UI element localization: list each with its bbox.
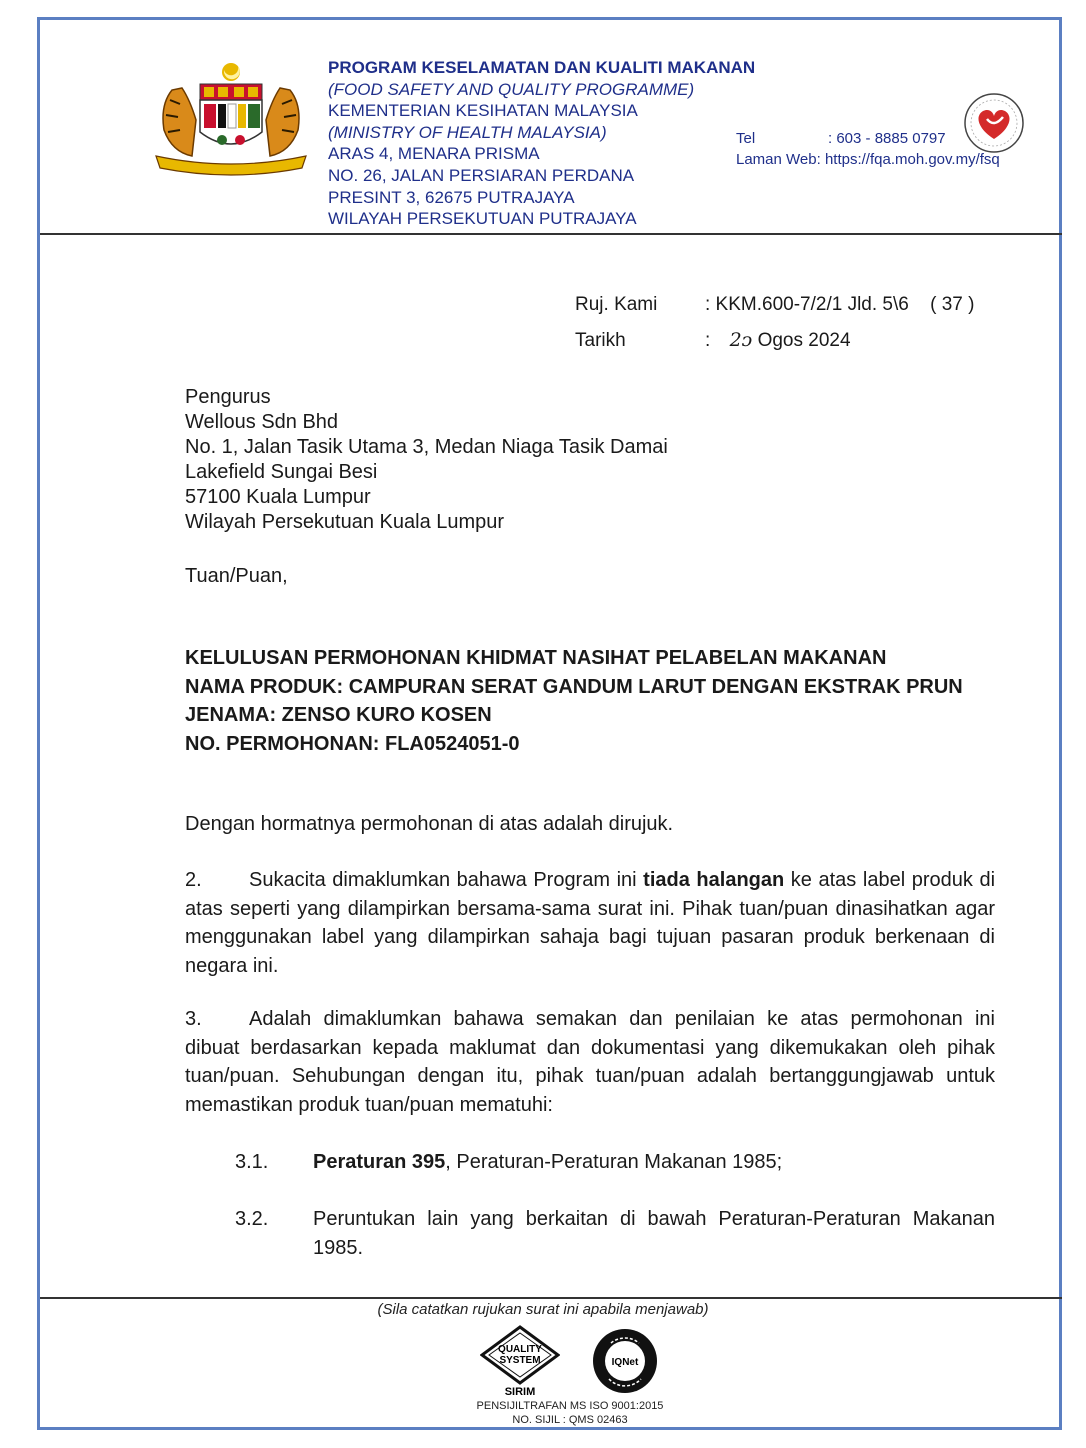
iqnet-text: IQNet (611, 1357, 639, 1368)
subject-product: NAMA PRODUK: CAMPURAN SERAT GANDUM LARUT DENGAN EKSTRAK PRUN (185, 675, 963, 698)
reference-row (575, 294, 974, 316)
recipient-line: Lakefield Sungai Besi (185, 461, 378, 483)
paragraph-2 (185, 866, 995, 980)
subject-brand: JENAMA: ZENSO KURO KOSEN (185, 704, 492, 726)
recipient-line: Pengurus (185, 386, 271, 408)
subject-block (185, 644, 985, 758)
subject-title: KELULUSAN PERMOHONAN KHIDMAT NASIHAT PELABELAN MAKANAN (185, 647, 887, 669)
subitem-text: Peruntukan lain yang berkaitan di bawah Peraturan-Peraturan Makanan 1985. (313, 1208, 995, 1259)
web-label: Laman Web (736, 151, 817, 168)
subitem-text: , Peraturan-Peraturan Makanan 1985; (445, 1151, 783, 1173)
address-line: WILAYAH PERSEKUTUAN PUTRAJAYA (328, 209, 637, 229)
tarikh-value: Ogos 2024 (757, 330, 851, 351)
coat-of-arms-logo (152, 60, 310, 178)
subitem-bold-text: Peraturan 395 (313, 1151, 446, 1173)
ruj-value: : KKM.600-7/2/1 Jld. 5\6 (705, 294, 909, 315)
address-line: NO. 26, JALAN PERSIARAN PERDANA (328, 165, 635, 185)
ministry-name: KEMENTERIAN KESIHATAN MALAYSIA (328, 101, 638, 121)
certificate-number: NO. SIJIL : QMS 02463 (512, 1414, 628, 1426)
tel-value: : 603 - 8885 0797 (828, 130, 946, 147)
ruj-label: Ruj. Kami (575, 294, 658, 315)
recipient-address (185, 385, 668, 535)
date-row (575, 329, 851, 352)
handwritten-day: 2ᴐ (729, 329, 753, 351)
paragraph-bold-text: tiada halangan (643, 869, 785, 891)
web-link[interactable]: : https://fqa.moh.gov.my/fsq (816, 151, 1000, 168)
recipient-line: 57100 Kuala Lumpur (185, 486, 371, 508)
salutation: Tuan/Puan, (185, 565, 288, 587)
footer-divider (40, 1297, 1062, 1299)
subitem-3-2 (235, 1205, 995, 1262)
recipient-line: Wellous Sdn Bhd (185, 411, 339, 433)
paragraph-text: Sukacita dimaklumkan bahawa Program ini (249, 869, 644, 891)
recipient-line: No. 1, Jalan Tasik Utama 3, Medan Niaga Tasik Damai (185, 436, 668, 458)
ministry-name-english: (MINISTRY OF HEALTH MALAYSIA) (328, 122, 607, 142)
ruj-number: ( 37 ) (930, 294, 975, 315)
subitem-3-1 (235, 1148, 995, 1177)
paragraph-text: Adalah dimaklumkan bahawa semakan dan penilaian ke atas permohonan ini dibuat berdasarkan kepada maklumat dan dokumentasi yang dikemukakan oleh pihak tuan/puan. Sehubungan dengan itu, pihak tuan/puan adalah bertanggungjawab untuk memastikan produk tuan/puan mematuhi: (185, 1008, 995, 1116)
program-name: PROGRAM KESELAMATAN DAN KUALITI MAKANAN (328, 58, 756, 77)
paragraph-3 (185, 1005, 995, 1119)
quality-system-logo (480, 1325, 560, 1397)
subject-application-no: NO. PERMOHONAN: FLA0524051-0 (185, 732, 520, 755)
intro-paragraph: Dengan hormatnya permohonan di atas adalah dirujuk. (185, 813, 674, 835)
tarikh-colon: : (705, 330, 711, 351)
tarikh-label: Tarikh (575, 330, 626, 351)
footer-note: (Sila catatkan rujukan surat ini apabila menjawab) (377, 1301, 709, 1318)
header-divider (40, 233, 1062, 235)
paragraph-number: 3. (185, 1008, 202, 1030)
tel-label: Tel (736, 130, 756, 147)
recipient-line: Wilayah Persekutuan Kuala Lumpur (185, 511, 505, 533)
paragraph-text: ke atas label produk di atas seperti yang dilampirkan bersama-sama surat ini. Pihak tuan/puan dinasihatkan agar menggunakan label yang dilampirkan sahaja bagi tujuan pasaran produk berkenaan di negara ini. (185, 869, 996, 977)
iqnet-certified-logo (591, 1327, 659, 1395)
qs-text: SYSTEM (499, 1355, 541, 1366)
certification-line: PENSIJILTRAFAN MS ISO 9001:2015 (476, 1400, 664, 1412)
program-name-english: (FOOD SAFETY AND QUALITY PROGRAMME) (328, 79, 695, 99)
subitem-number: 3.2. (235, 1208, 269, 1230)
sirim-text: SIRIM (504, 1386, 536, 1397)
heart-logo (963, 92, 1025, 154)
address-line: PRESINT 3, 62675 PUTRAJAYA (328, 187, 575, 207)
qs-text: QUALITY (498, 1344, 542, 1355)
paragraph-number: 2. (185, 869, 202, 891)
subitem-number: 3.1. (235, 1151, 269, 1173)
header-address-block (328, 57, 755, 230)
address-line: ARAS 4, MENARA PRISMA (328, 144, 540, 164)
contact-block (736, 128, 1000, 170)
